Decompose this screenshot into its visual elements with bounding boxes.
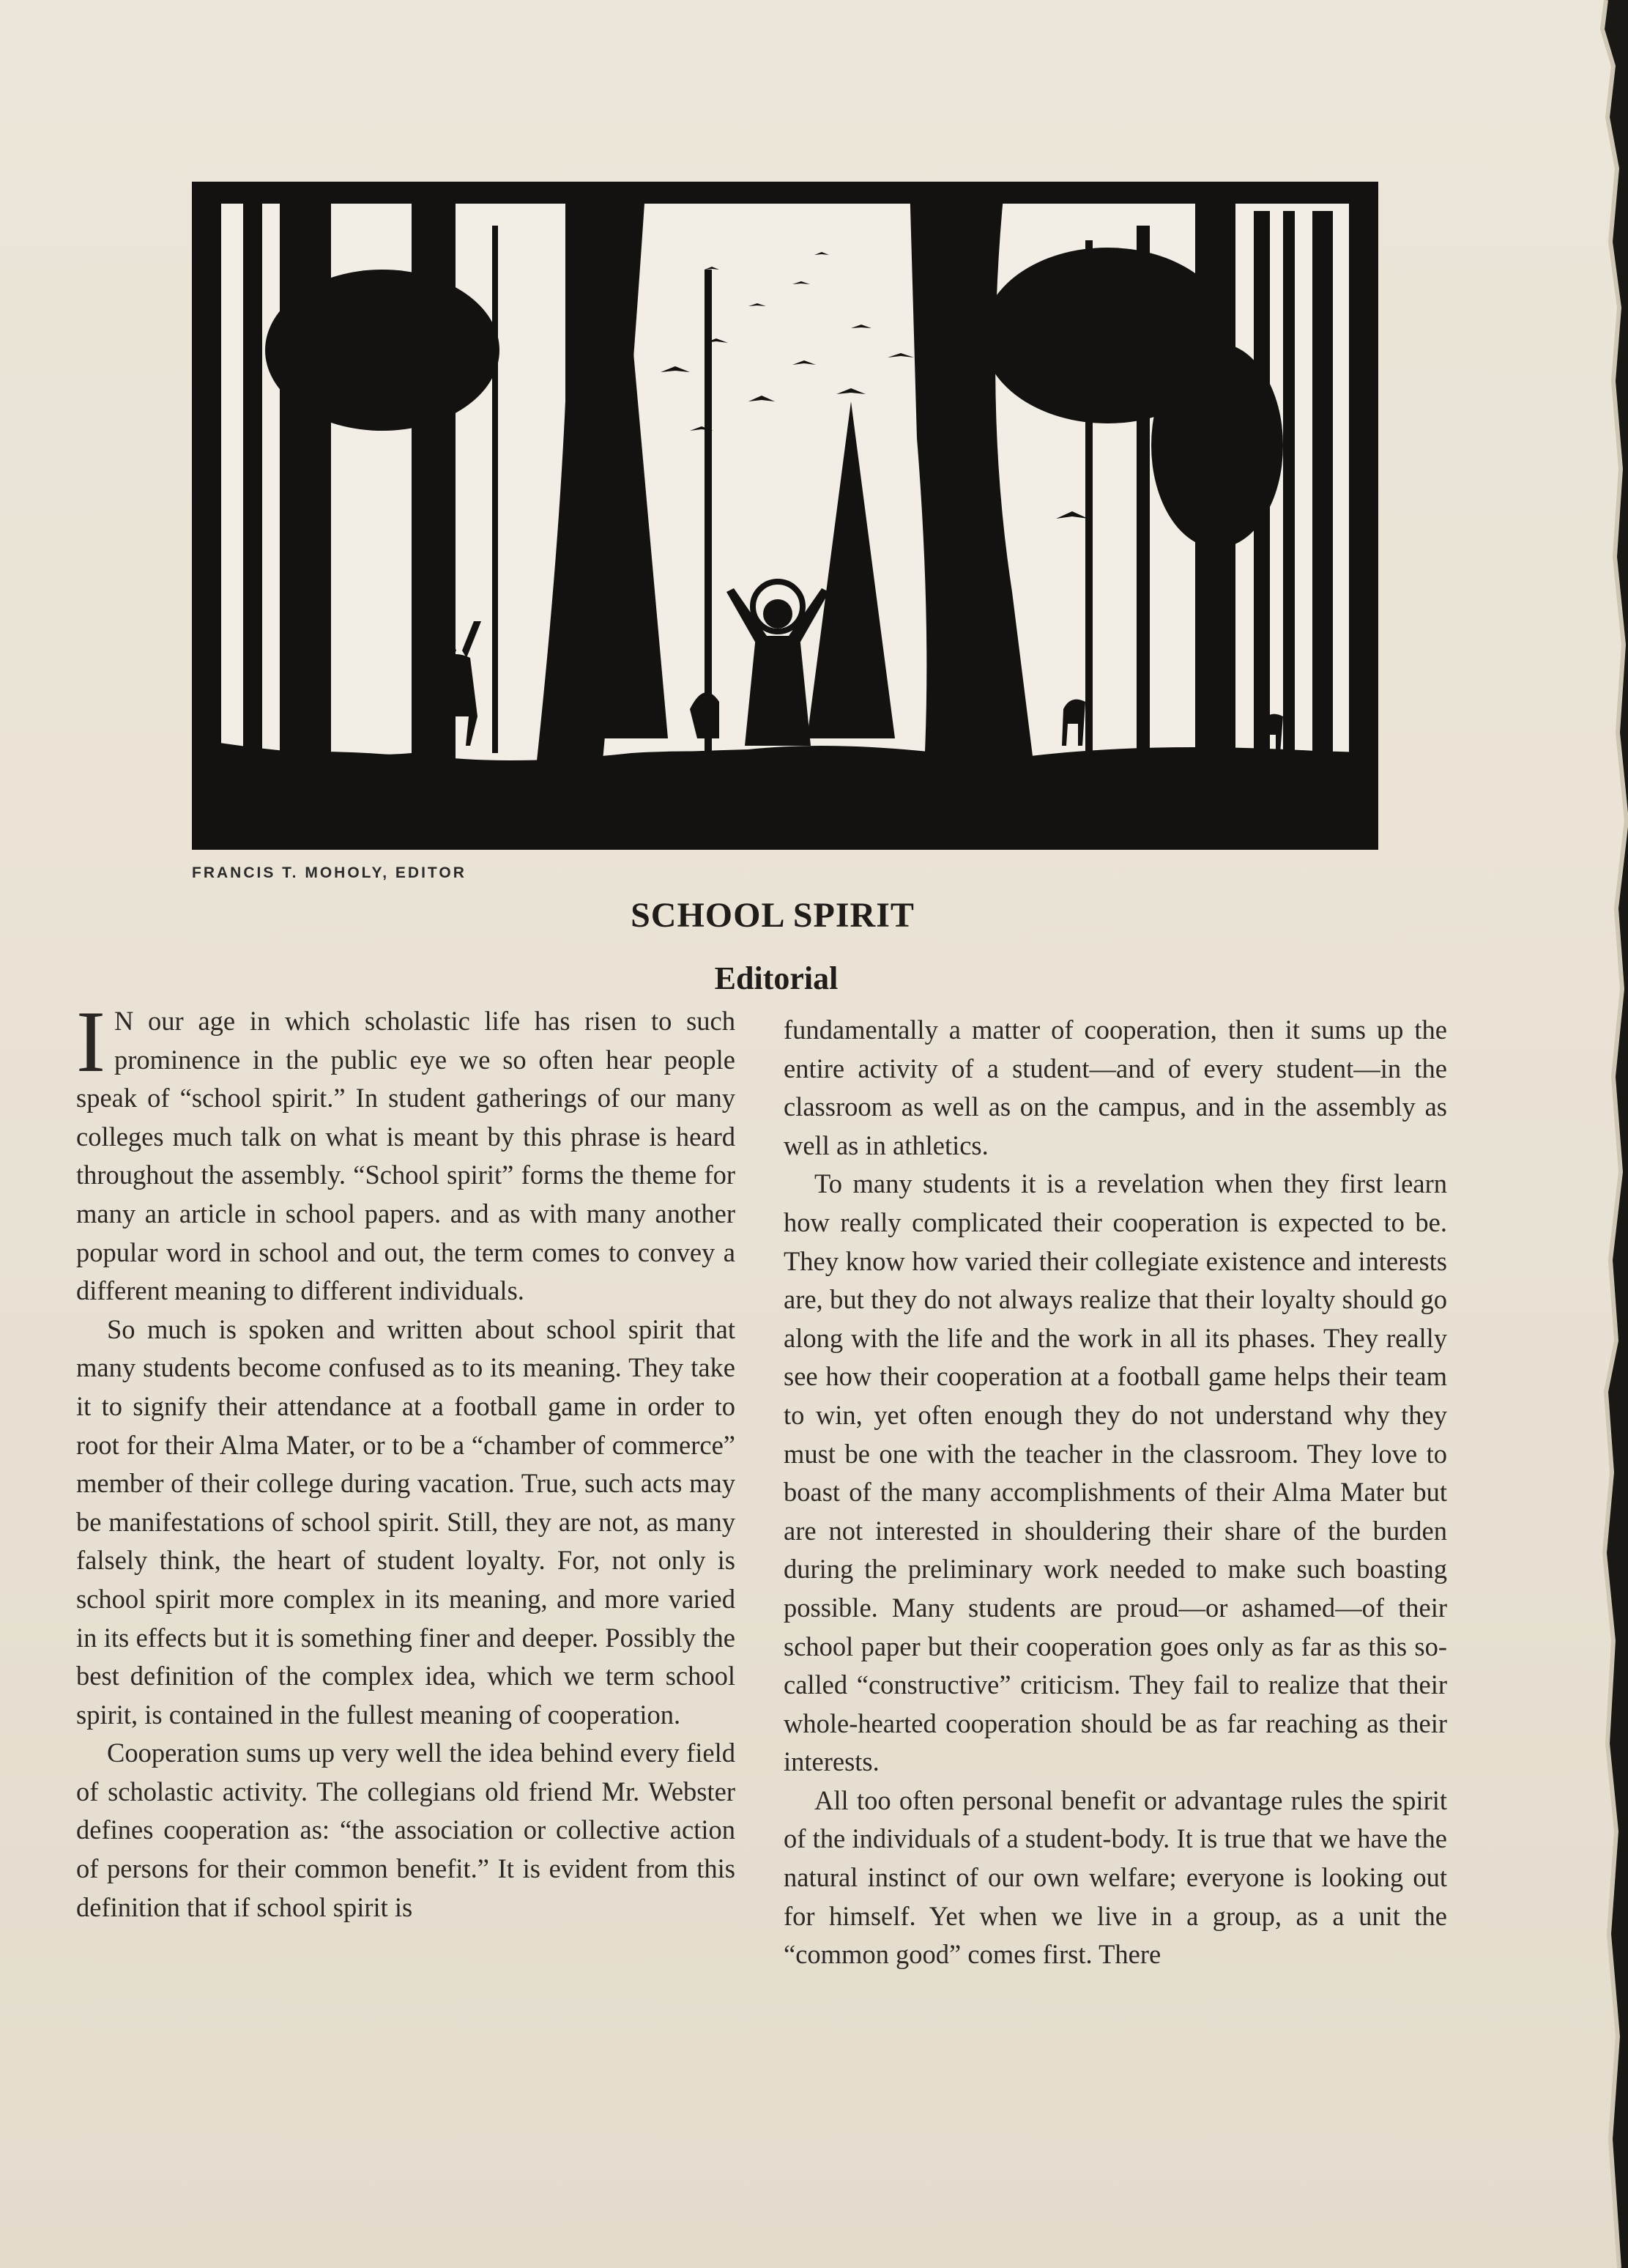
paragraph-6: All too often personal benefit or advantage rules the spirit of the individuals of a student-body. It is true that we have the natural instinct of our own welfare; everyone is looking out for himself. Yet when we live in a group, as a unit the “common good” comes first. There	[784, 1785, 1447, 1970]
paragraph-2: So much is spoken and written about school spirit that many students become confused as to its meaning. They take it to signify their attendance at a football game in order to root for their Alma Mater, or to be a “chamber of commerce” member of their college during vacation. True, such acts may be manifestations of school spirit. Still, they are not, as many falsely think, the heart of student loyalty. For, not only is school spirit more complex in its meaning, and more varied in its effects but it is something finer and deeper. Possibly the best definition of the complex idea, which we term school spirit, is contained in the fullest meaning of cooperation.	[76, 1313, 735, 1730]
left-column	[76, 993, 735, 1927]
paragraph-1	[76, 993, 735, 1311]
editor-credit: FRANCIS T. MOHOLY, EDITOR	[192, 864, 467, 881]
paragraph-5: To many students it is a revelation when they first learn how really complicated their cooperation is expected to be. They know how varied their collegiate existence and interests are, but they do not always realize that their loyalty should go along with the life and the work in all its phases. They really see how their cooperation at a football game helps their team to win, yet often enough they do not understand why they must be one with the teacher in the classroom. They love to boast of the many accomplishments of their Alma Mater but are not interested in shouldering their share of the burden during the preliminary work needed to make such boasting possible. Many students are proud—or ashamed—of their school paper but their cooperation goes only as far as this so-called “constructive” criticism. They fail to realize that their whole-hearted cooperation should be as far reaching as their interests.	[784, 1168, 1447, 1777]
forest-silhouette-illustration	[192, 182, 1378, 850]
paragraph-4: fundamentally a matter of cooperation, then it sums up the entire activity of a student—and of every student—in the classroom as well as on the campus, and in the assembly as well as in athletics.	[784, 1015, 1447, 1160]
page-subtitle: Editorial	[714, 960, 839, 996]
paragraph-3: Cooperation sums up very well the idea behind every field of scholastic activity. The collegians old friend Mr. Webster defines cooperation as: “the association or collective action of persons for their common benefit.” It is evident from this definition that if school spirit is	[76, 1738, 735, 1922]
page-title: SCHOOL SPIRIT	[631, 896, 915, 935]
drop-cap: I	[76, 993, 105, 1090]
torn-edge	[1562, 0, 1628, 2268]
paragraph-1-text: N our age in which scholastic life has risen to such prominence in the public eye we so often hear people speak of “school spirit.” In student gatherings of our many colleges much talk on what is meant by this phrase is heard throughout the assembly. “School spirit” forms the theme for many an article in school papers. and as with many another popular word in school and out, the term comes to convey a different meaning to different individuals.	[76, 1006, 735, 1306]
right-column	[784, 1011, 1447, 1974]
